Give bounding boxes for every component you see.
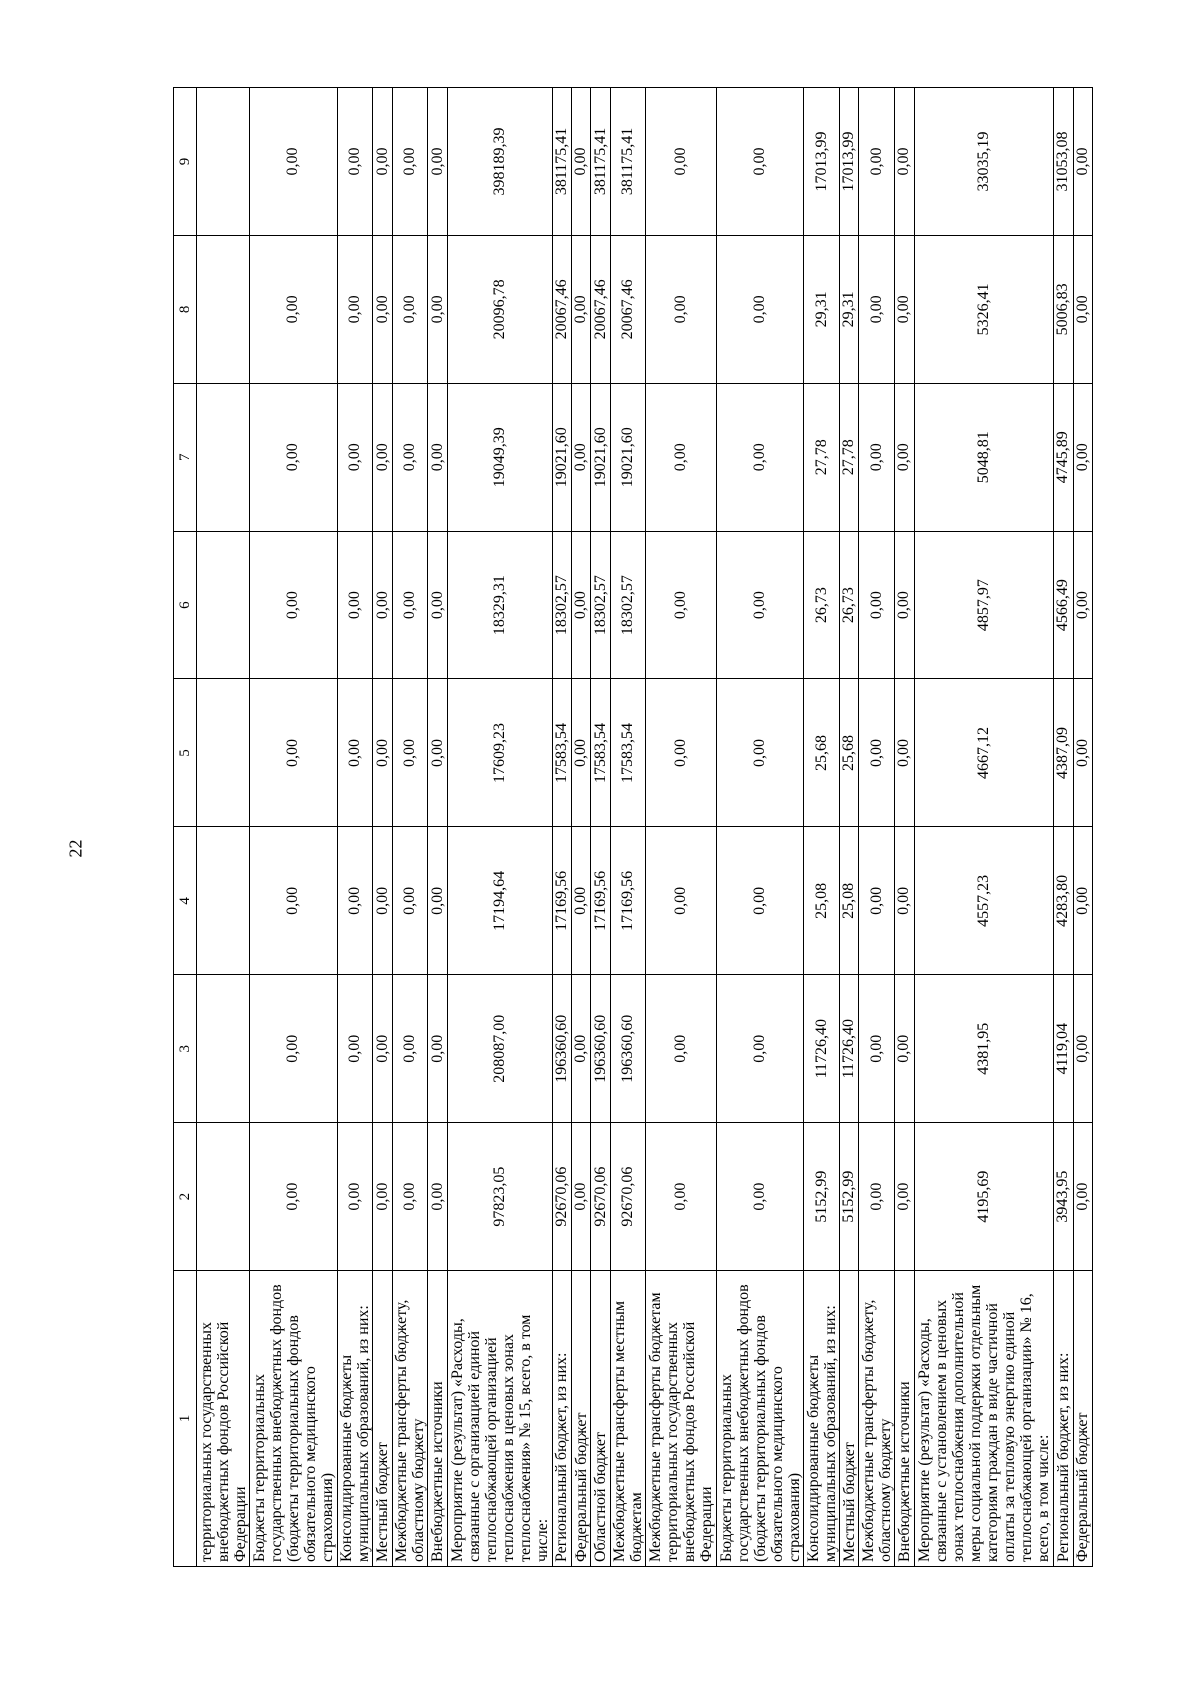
value-cell: 31053,08 bbox=[1054, 88, 1073, 236]
value-cell: 11726,40 bbox=[840, 975, 859, 1123]
value-cell: 17583,54 bbox=[591, 679, 610, 827]
row-label: Областной бюджет bbox=[591, 1271, 610, 1567]
value-cell: 0,00 bbox=[895, 88, 914, 236]
value-cell: 0,00 bbox=[716, 383, 804, 531]
value-cell: 17169,56 bbox=[610, 827, 646, 975]
value-cell: 0,00 bbox=[646, 679, 716, 827]
value-cell: 0,00 bbox=[572, 1123, 591, 1271]
value-cell bbox=[197, 235, 250, 383]
table-row bbox=[716, 88, 804, 1567]
value-cell bbox=[197, 975, 250, 1123]
value-cell: 17169,56 bbox=[552, 827, 571, 975]
value-cell: 196360,60 bbox=[591, 975, 610, 1123]
value-cell: 196360,60 bbox=[610, 975, 646, 1123]
value-cell: 0,00 bbox=[392, 975, 428, 1123]
value-cell: 0,00 bbox=[859, 1123, 895, 1271]
value-cell: 0,00 bbox=[1073, 88, 1093, 236]
value-cell: 18329,31 bbox=[447, 531, 552, 679]
header-row bbox=[174, 88, 197, 1567]
row-label: Межбюджетные трансферты бюджету, областному бюджету bbox=[859, 1271, 895, 1567]
budget-table-sheet bbox=[173, 87, 1093, 1567]
value-cell: 17583,54 bbox=[610, 679, 646, 827]
value-cell: 0,00 bbox=[428, 88, 447, 236]
value-cell: 19021,60 bbox=[610, 383, 646, 531]
value-cell: 0,00 bbox=[716, 1123, 804, 1271]
value-cell: 4381,95 bbox=[914, 975, 1054, 1123]
value-cell: 92670,06 bbox=[591, 1123, 610, 1271]
value-cell: 0,00 bbox=[373, 1123, 392, 1271]
value-cell: 25,08 bbox=[804, 827, 840, 975]
value-cell: 0,00 bbox=[716, 827, 804, 975]
row-label: территориальных государственных внебюджетных фондов Российской Федерации bbox=[197, 1271, 250, 1567]
value-cell: 0,00 bbox=[373, 383, 392, 531]
value-cell: 27,78 bbox=[804, 383, 840, 531]
value-cell: 0,00 bbox=[895, 679, 914, 827]
value-cell: 20067,46 bbox=[610, 235, 646, 383]
value-cell: 208087,00 bbox=[447, 975, 552, 1123]
table-row bbox=[610, 88, 646, 1567]
row-label: Местный бюджет bbox=[373, 1271, 392, 1567]
value-cell: 18302,57 bbox=[552, 531, 571, 679]
value-cell: 0,00 bbox=[572, 679, 591, 827]
table-row bbox=[250, 88, 338, 1567]
table-row bbox=[572, 88, 591, 1567]
row-label: Местный бюджет bbox=[840, 1271, 859, 1567]
column-header: 7 bbox=[174, 383, 197, 531]
value-cell: 5326,41 bbox=[914, 235, 1054, 383]
value-cell: 27,78 bbox=[840, 383, 859, 531]
value-cell: 5006,83 bbox=[1054, 235, 1073, 383]
value-cell: 0,00 bbox=[428, 383, 447, 531]
value-cell: 0,00 bbox=[392, 1123, 428, 1271]
value-cell: 18302,57 bbox=[610, 531, 646, 679]
value-cell: 0,00 bbox=[373, 235, 392, 383]
value-cell: 381175,41 bbox=[552, 88, 571, 236]
value-cell: 0,00 bbox=[428, 975, 447, 1123]
value-cell: 0,00 bbox=[572, 235, 591, 383]
value-cell: 0,00 bbox=[859, 975, 895, 1123]
value-cell: 0,00 bbox=[250, 679, 338, 827]
value-cell: 0,00 bbox=[572, 88, 591, 236]
value-cell: 0,00 bbox=[859, 531, 895, 679]
value-cell: 381175,41 bbox=[591, 88, 610, 236]
value-cell: 5152,99 bbox=[804, 1123, 840, 1271]
row-label: Федеральный бюджет bbox=[572, 1271, 591, 1567]
value-cell: 0,00 bbox=[337, 88, 373, 236]
value-cell: 0,00 bbox=[428, 1123, 447, 1271]
value-cell: 0,00 bbox=[646, 1123, 716, 1271]
row-label: Бюджеты территориальных государственных внебюджетных фондов (бюджеты территориальных фондов обязательного медицинского страхования) bbox=[716, 1271, 804, 1567]
value-cell: 25,68 bbox=[840, 679, 859, 827]
row-label: Региональный бюджет, из них: bbox=[552, 1271, 571, 1567]
value-cell: 0,00 bbox=[859, 88, 895, 236]
value-cell: 0,00 bbox=[646, 531, 716, 679]
value-cell: 20067,46 bbox=[591, 235, 610, 383]
value-cell: 33035,19 bbox=[914, 88, 1054, 236]
column-header: 6 bbox=[174, 531, 197, 679]
value-cell: 20096,78 bbox=[447, 235, 552, 383]
value-cell: 0,00 bbox=[859, 679, 895, 827]
value-cell: 92670,06 bbox=[552, 1123, 571, 1271]
value-cell: 0,00 bbox=[1073, 383, 1093, 531]
value-cell: 4387,09 bbox=[1054, 679, 1073, 827]
value-cell: 0,00 bbox=[337, 975, 373, 1123]
table-row bbox=[1054, 88, 1073, 1567]
table-row bbox=[373, 88, 392, 1567]
value-cell: 0,00 bbox=[1073, 531, 1093, 679]
value-cell: 19021,60 bbox=[552, 383, 571, 531]
value-cell: 17169,56 bbox=[591, 827, 610, 975]
value-cell: 19021,60 bbox=[591, 383, 610, 531]
table-row bbox=[646, 88, 716, 1567]
value-cell: 0,00 bbox=[337, 531, 373, 679]
value-cell: 4857,97 bbox=[914, 531, 1054, 679]
value-cell: 25,68 bbox=[804, 679, 840, 827]
value-cell: 17194,64 bbox=[447, 827, 552, 975]
value-cell: 0,00 bbox=[428, 235, 447, 383]
value-cell: 0,00 bbox=[716, 531, 804, 679]
table-row bbox=[804, 88, 840, 1567]
row-label: Межбюджетные трансферты бюджету, областному бюджету bbox=[392, 1271, 428, 1567]
row-label: Мероприятие (результат) «Расходы, связанные с организацией единой теплоснабжающей организацией теплоснабжения в ценовых зонах теплоснабжения» № 15, всего, в том числе: bbox=[447, 1271, 552, 1567]
value-cell: 0,00 bbox=[646, 88, 716, 236]
table-row bbox=[1073, 88, 1093, 1567]
table-row bbox=[914, 88, 1054, 1567]
value-cell: 0,00 bbox=[716, 975, 804, 1123]
value-cell: 5048,81 bbox=[914, 383, 1054, 531]
value-cell: 4667,12 bbox=[914, 679, 1054, 827]
value-cell: 4195,69 bbox=[914, 1123, 1054, 1271]
value-cell: 4745,89 bbox=[1054, 383, 1073, 531]
value-cell: 0,00 bbox=[392, 235, 428, 383]
value-cell: 0,00 bbox=[1073, 1123, 1093, 1271]
value-cell: 0,00 bbox=[572, 531, 591, 679]
row-label: Консолидированные бюджеты муниципальных образований, из них: bbox=[804, 1271, 840, 1567]
table-body bbox=[197, 88, 1093, 1567]
table-row bbox=[552, 88, 571, 1567]
table-row bbox=[859, 88, 895, 1567]
value-cell: 0,00 bbox=[337, 1123, 373, 1271]
row-label: Внебюджетные источники bbox=[895, 1271, 914, 1567]
value-cell bbox=[197, 679, 250, 827]
value-cell: 19049,39 bbox=[447, 383, 552, 531]
value-cell: 0,00 bbox=[716, 235, 804, 383]
value-cell: 0,00 bbox=[895, 975, 914, 1123]
column-header: 9 bbox=[174, 88, 197, 236]
value-cell: 0,00 bbox=[337, 383, 373, 531]
value-cell: 29,31 bbox=[804, 235, 840, 383]
table-row bbox=[895, 88, 914, 1567]
table-row bbox=[428, 88, 447, 1567]
value-cell: 4566,49 bbox=[1054, 531, 1073, 679]
value-cell: 398189,39 bbox=[447, 88, 552, 236]
value-cell: 0,00 bbox=[572, 975, 591, 1123]
column-header: 1 bbox=[174, 1271, 197, 1567]
budget-table bbox=[173, 87, 1093, 1567]
value-cell: 0,00 bbox=[337, 235, 373, 383]
row-label: Межбюджетные трансферты бюджетам территориальных государственных внебюджетных фондов Российской Федерации bbox=[646, 1271, 716, 1567]
value-cell: 3943,95 bbox=[1054, 1123, 1073, 1271]
table-row bbox=[447, 88, 552, 1567]
value-cell: 381175,41 bbox=[610, 88, 646, 236]
value-cell bbox=[197, 1123, 250, 1271]
value-cell: 17013,99 bbox=[840, 88, 859, 236]
row-label: Внебюджетные источники bbox=[428, 1271, 447, 1567]
column-header: 3 bbox=[174, 975, 197, 1123]
value-cell: 5152,99 bbox=[840, 1123, 859, 1271]
value-cell: 0,00 bbox=[859, 827, 895, 975]
value-cell: 0,00 bbox=[428, 827, 447, 975]
value-cell: 0,00 bbox=[646, 235, 716, 383]
column-header: 8 bbox=[174, 235, 197, 383]
value-cell: 0,00 bbox=[392, 88, 428, 236]
row-label: Бюджеты территориальных государственных внебюджетных фондов (бюджеты территориальных фондов обязательного медицинского страхования) bbox=[250, 1271, 338, 1567]
value-cell: 0,00 bbox=[250, 88, 338, 236]
value-cell: 0,00 bbox=[428, 679, 447, 827]
value-cell: 4557,23 bbox=[914, 827, 1054, 975]
value-cell: 0,00 bbox=[392, 531, 428, 679]
table-row bbox=[197, 88, 250, 1567]
value-cell: 0,00 bbox=[337, 827, 373, 975]
value-cell: 20067,46 bbox=[552, 235, 571, 383]
value-cell: 0,00 bbox=[392, 679, 428, 827]
value-cell bbox=[197, 531, 250, 679]
value-cell: 0,00 bbox=[572, 827, 591, 975]
value-cell: 0,00 bbox=[895, 383, 914, 531]
value-cell: 0,00 bbox=[337, 679, 373, 827]
row-label: Межбюджетные трансферты местным бюджетам bbox=[610, 1271, 646, 1567]
column-header: 4 bbox=[174, 827, 197, 975]
value-cell: 0,00 bbox=[373, 679, 392, 827]
value-cell: 11726,40 bbox=[804, 975, 840, 1123]
value-cell: 0,00 bbox=[373, 975, 392, 1123]
value-cell: 0,00 bbox=[716, 679, 804, 827]
value-cell: 0,00 bbox=[250, 383, 338, 531]
row-label: Федеральный бюджет bbox=[1073, 1271, 1093, 1567]
value-cell bbox=[197, 88, 250, 236]
value-cell: 0,00 bbox=[716, 88, 804, 236]
value-cell: 17609,23 bbox=[447, 679, 552, 827]
value-cell: 0,00 bbox=[428, 531, 447, 679]
value-cell: 18302,57 bbox=[591, 531, 610, 679]
value-cell: 0,00 bbox=[895, 531, 914, 679]
table-row bbox=[840, 88, 859, 1567]
row-label: Консолидированные бюджеты муниципальных образований, из них: bbox=[337, 1271, 373, 1567]
table-row bbox=[337, 88, 373, 1567]
value-cell: 196360,60 bbox=[552, 975, 571, 1123]
table-row bbox=[591, 88, 610, 1567]
value-cell: 0,00 bbox=[859, 383, 895, 531]
value-cell: 0,00 bbox=[250, 1123, 338, 1271]
value-cell: 97823,05 bbox=[447, 1123, 552, 1271]
value-cell: 0,00 bbox=[250, 827, 338, 975]
value-cell: 0,00 bbox=[373, 88, 392, 236]
value-cell: 26,73 bbox=[840, 531, 859, 679]
value-cell: 17583,54 bbox=[552, 679, 571, 827]
value-cell: 0,00 bbox=[392, 827, 428, 975]
value-cell: 0,00 bbox=[859, 235, 895, 383]
value-cell: 0,00 bbox=[1073, 827, 1093, 975]
table-row bbox=[392, 88, 428, 1567]
value-cell: 17013,99 bbox=[804, 88, 840, 236]
column-header: 5 bbox=[174, 679, 197, 827]
value-cell: 29,31 bbox=[840, 235, 859, 383]
value-cell: 0,00 bbox=[373, 827, 392, 975]
value-cell: 25,08 bbox=[840, 827, 859, 975]
value-cell: 26,73 bbox=[804, 531, 840, 679]
value-cell: 0,00 bbox=[646, 975, 716, 1123]
value-cell: 0,00 bbox=[895, 1123, 914, 1271]
value-cell: 0,00 bbox=[646, 383, 716, 531]
row-label: Региональный бюджет, из них: bbox=[1054, 1271, 1073, 1567]
value-cell: 0,00 bbox=[250, 531, 338, 679]
value-cell: 0,00 bbox=[1073, 235, 1093, 383]
value-cell: 0,00 bbox=[392, 383, 428, 531]
value-cell bbox=[197, 383, 250, 531]
value-cell: 4119,04 bbox=[1054, 975, 1073, 1123]
page-number: 22 bbox=[65, 839, 86, 858]
value-cell: 0,00 bbox=[250, 975, 338, 1123]
value-cell bbox=[197, 827, 250, 975]
value-cell: 4283,80 bbox=[1054, 827, 1073, 975]
value-cell: 0,00 bbox=[895, 827, 914, 975]
value-cell: 0,00 bbox=[373, 531, 392, 679]
value-cell: 0,00 bbox=[646, 827, 716, 975]
value-cell: 0,00 bbox=[1073, 975, 1093, 1123]
value-cell: 92670,06 bbox=[610, 1123, 646, 1271]
value-cell: 0,00 bbox=[895, 235, 914, 383]
value-cell: 0,00 bbox=[1073, 679, 1093, 827]
value-cell: 0,00 bbox=[572, 383, 591, 531]
row-label: Мероприятие (результат) «Расходы, связанные с установлением в ценовых зонах теплоснабжения дополнительной меры социальной поддержки отдельным категориям граждан в виде частичной оплаты за тепловую энергию единой теплоснабжающей организации» № 16, всего, в том числе: bbox=[914, 1271, 1054, 1567]
column-header: 2 bbox=[174, 1123, 197, 1271]
value-cell: 0,00 bbox=[250, 235, 338, 383]
